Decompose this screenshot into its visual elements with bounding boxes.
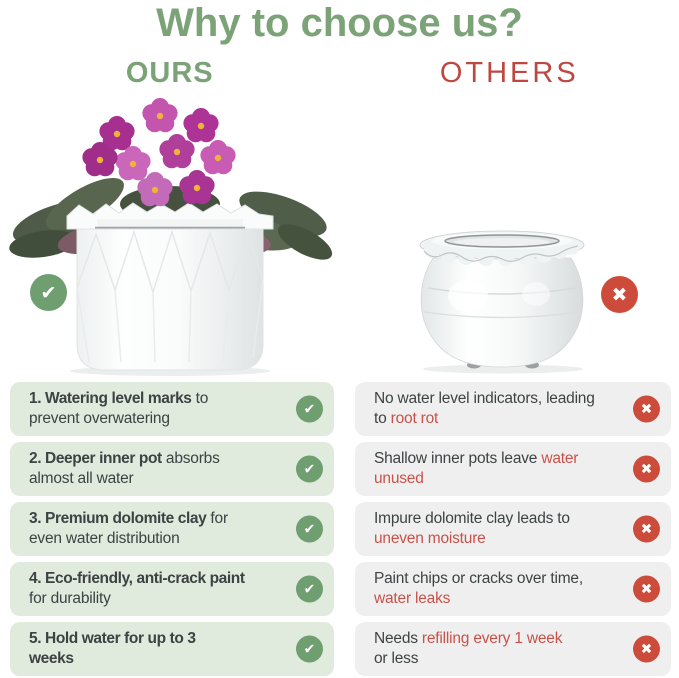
row-text: [29, 449, 220, 489]
ours-benefit-row: [10, 562, 334, 616]
others-drawback-row: [355, 622, 671, 676]
ours-benefit-row: [10, 382, 334, 436]
column-headers: [0, 57, 679, 90]
row-text-segment: 1. Watering level marks: [29, 390, 192, 407]
row-text-segment: to: [374, 410, 391, 427]
ours-header: OURS: [125, 57, 214, 89]
row-text-segment: Paint chips or cracks over time,: [374, 570, 583, 587]
cross-icon: ✖: [633, 576, 660, 603]
row-text-segment: for durability: [29, 590, 111, 607]
row-text-segment: Needs: [374, 630, 422, 647]
row-text-segment: Impure dolomite clay leads to: [374, 510, 570, 527]
row-text-segment: for: [206, 510, 228, 527]
row-text-segment: absorbs: [161, 450, 220, 467]
cross-icon: ✖: [633, 516, 660, 543]
row-text: [29, 629, 196, 669]
ours-product-image: [5, 92, 335, 376]
row-text: [29, 389, 208, 429]
others-drawback-row: [355, 502, 671, 556]
row-text-segment: root rot: [390, 410, 439, 427]
others-drawback-row: [355, 382, 671, 436]
row-text-segment: to: [191, 390, 209, 407]
others-drawback-row: [355, 442, 671, 496]
check-icon: ✔: [296, 516, 323, 543]
comparison-lists: [10, 382, 671, 676]
row-text: [29, 569, 245, 609]
row-text-segment: No water level indicators, leading: [374, 390, 595, 407]
row-text-segment: 4. Eco-friendly, anti-crack paint: [29, 570, 245, 587]
cross-icon: ✖: [633, 456, 660, 483]
cross-icon: ✖: [633, 396, 660, 423]
others-header: OTHERS: [439, 57, 579, 89]
others-product-image: [402, 224, 602, 374]
row-text-segment: Shallow inner pots leave: [374, 450, 542, 467]
ours-benefit-row: [10, 502, 334, 556]
row-text-segment: 5. Hold water for up to 3: [29, 630, 196, 647]
check-icon: ✔: [296, 456, 323, 483]
others-drawback-row: [355, 562, 671, 616]
row-text-segment: refilling every 1 week: [421, 630, 563, 647]
check-icon: ✔: [296, 576, 323, 603]
row-text-segment: almost all water: [29, 470, 134, 487]
row-text: [29, 509, 228, 549]
row-text: [374, 389, 595, 429]
cross-icon: ✖: [633, 636, 660, 663]
row-text: [374, 629, 562, 669]
row-text-segment: weeks: [29, 650, 74, 667]
row-text-segment: or less: [374, 650, 419, 667]
row-text-segment: prevent overwatering: [29, 410, 170, 427]
check-icon: ✔: [296, 396, 323, 423]
row-text: [374, 509, 570, 549]
check-badge-icon: ✔: [30, 274, 67, 311]
row-text-segment: unused: [374, 470, 424, 487]
row-text: [374, 569, 583, 609]
row-text-segment: uneven moisture: [374, 530, 486, 547]
row-text-segment: 3. Premium dolomite clay: [29, 510, 207, 527]
row-text-segment: even water distribution: [29, 530, 180, 547]
row-text-segment: 2. Deeper inner pot: [29, 450, 162, 467]
ours-benefit-row: [10, 622, 334, 676]
row-text-segment: water leaks: [374, 590, 451, 607]
others-list: [355, 382, 671, 676]
page-title: Why to choose us?: [156, 1, 523, 45]
ours-benefit-row: [10, 442, 334, 496]
check-icon: ✔: [296, 636, 323, 663]
row-text-segment: water: [541, 450, 579, 467]
row-text: [374, 449, 578, 489]
cross-badge-icon: ✖: [601, 276, 638, 313]
ours-list: [10, 382, 334, 676]
